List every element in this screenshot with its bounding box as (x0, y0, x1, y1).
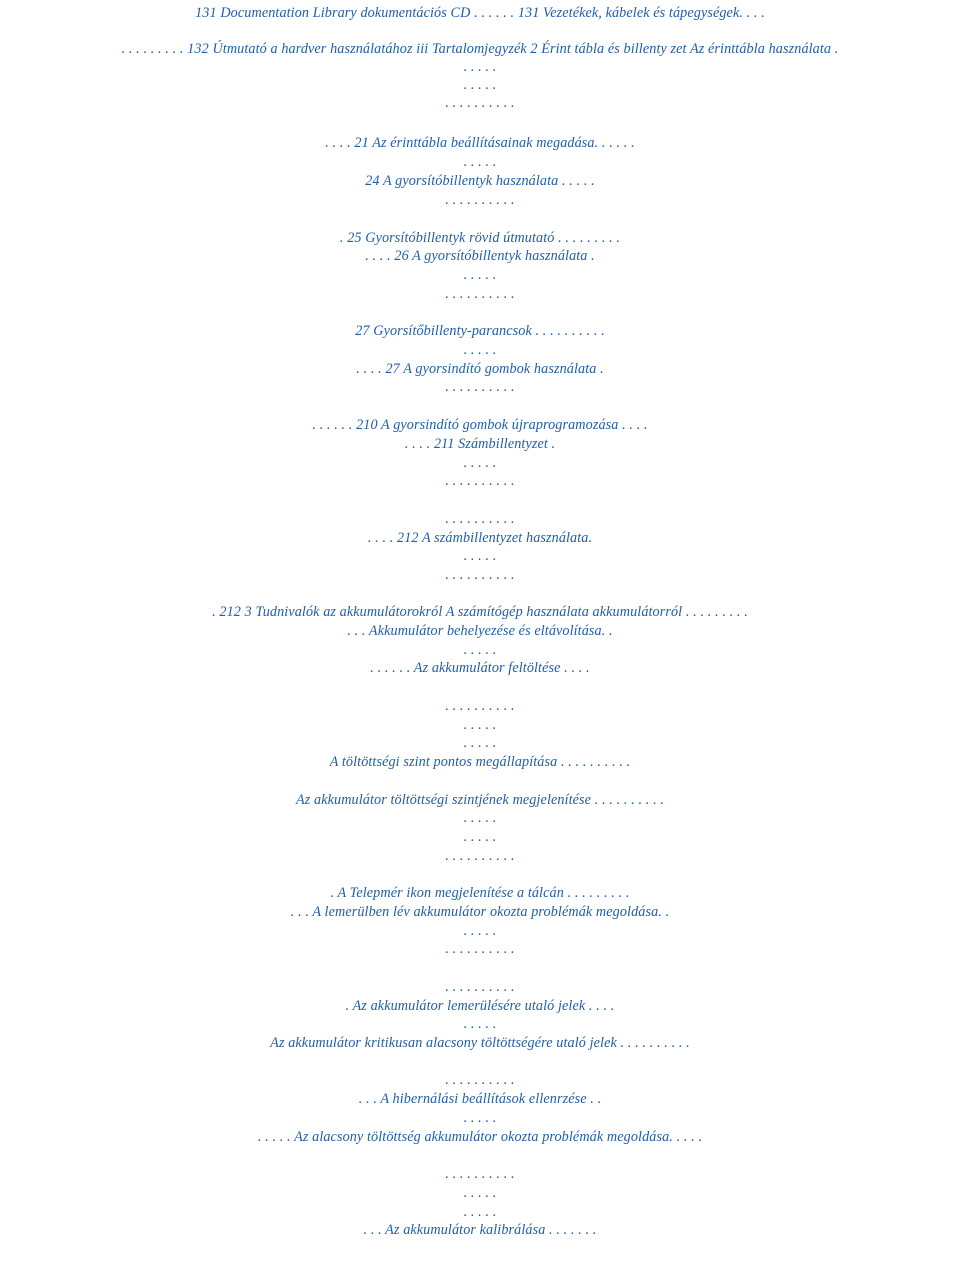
toc-line: Az akkumulátor kritikusan alacsony töltöttségére utaló jelek . . . . . . . . . . (270, 1035, 690, 1051)
toc-line: . . . . . . . . . . (445, 95, 515, 111)
toc-line: 131 Documentation Library dokumentációs CD . . . . . . 131 Vezetékek, kábelek és tápegységek. . . . (195, 5, 765, 21)
toc-line: . . . . . . . . . 132 Útmutató a hardver használatához iii Tartalomjegyzék 2 Érint tábla és billenty zet Az érinttábla használata . (121, 41, 839, 57)
toc-line: . A Telepmér ikon megjelenítése a tálcán . . . . . . . . . (330, 885, 630, 901)
toc-line: . . . . . (463, 59, 497, 75)
toc-line: . . . . . (463, 923, 497, 939)
toc-line: . . . . 27 A gyorsindító gombok használata . (356, 361, 604, 377)
toc-line: . . . Az akkumulátor kalibrálása . . . . . . . (363, 1222, 597, 1238)
toc-line: . . . . . . . . . . (445, 511, 515, 527)
toc-line: . . . . . . . . . . (445, 379, 515, 395)
toc-line: A töltöttségi szint pontos megállapítása . . . . . . . . . . (329, 754, 631, 770)
toc-line: 27 Gyorsítőbillenty-parancsok . . . . . . . . . . (355, 323, 605, 339)
toc-line: . . . . . (463, 810, 497, 826)
toc-line: . . . . . . . . . . (445, 473, 515, 489)
toc-line: . 25 Gyorsítóbillentyk rövid útmutató . . . . . . . . . (339, 230, 621, 246)
toc-line: . . . . 26 A gyorsítóbillentyk használata . (365, 248, 595, 264)
toc-line: Az akkumulátor töltöttségi szintjének megjelenítése . . . . . . . . . . (295, 792, 665, 808)
toc-line: . . . . 211 Számbillentyzet . (404, 436, 556, 452)
toc-line: . . . . . (463, 342, 497, 358)
toc-line: . . . A lemerülben lév akkumulátor okozta problémák megoldása. . (290, 904, 670, 920)
toc-line: . . . . . (463, 829, 497, 845)
toc-line: . . . . . (463, 642, 497, 658)
toc-line: . . . . 212 A számbillentyzet használata. (367, 530, 593, 546)
toc-line: 24 A gyorsítóbillentyk használata . . . . . (365, 173, 595, 189)
toc-line: . . . . . (463, 154, 497, 170)
toc-line: . . . . . (463, 1110, 497, 1126)
toc-line: . . . . . . . . . . (445, 979, 515, 995)
toc-line: . . . . . . . . . . (445, 567, 515, 583)
toc-line: . . . . . (463, 717, 497, 733)
toc-line: . . . . . Az alacsony töltöttség akkumulátor okozta problémák megoldása. . . . . (257, 1129, 703, 1145)
toc-line: . . . . . (463, 1016, 497, 1032)
toc-line: . . . . . . 210 A gyorsindító gombok újraprogramozása . . . . (312, 417, 648, 433)
toc-line: . . . A hibernálási beállítások ellenrzése . . (358, 1091, 602, 1107)
toc-line: . . . . . (463, 1204, 497, 1220)
toc-line: . . . . . (463, 1185, 497, 1201)
toc-line: . . . . . . . . . . (445, 848, 515, 864)
toc-line: . . . . . . . . . . (445, 941, 515, 957)
toc-line: . . . . . (463, 455, 497, 471)
toc-line: . . . . . (463, 735, 497, 751)
toc-line: . . . . . . . . . . (445, 698, 515, 714)
toc-line: . . . . . (463, 267, 497, 283)
toc-line: . . . . . (463, 548, 497, 564)
toc-line: . Az akkumulátor lemerülésére utaló jelek . . . . (345, 998, 615, 1014)
toc-line: . . . . . . . . . . (445, 1166, 515, 1182)
toc-line: . . . . . . . . . . (445, 1072, 515, 1088)
toc-line: . . . . 21 Az érinttábla beállításainak megadása. . . . . . (325, 135, 635, 151)
toc-line: . . . . . . . . . . (445, 286, 515, 302)
toc-line: . . . Akkumulátor behelyezése és eltávolítása. . (347, 623, 613, 639)
toc-line: . . . . . . . . . . (445, 192, 515, 208)
toc-line: . . . . . (463, 77, 497, 93)
toc-line: . . . . . . Az akkumulátor feltöltése . . . . (370, 660, 590, 676)
toc-line: . 212 3 Tudnivalók az akkumulátorokról A számítógép használata akkumulátorról . . . . . . . . . (212, 604, 748, 620)
